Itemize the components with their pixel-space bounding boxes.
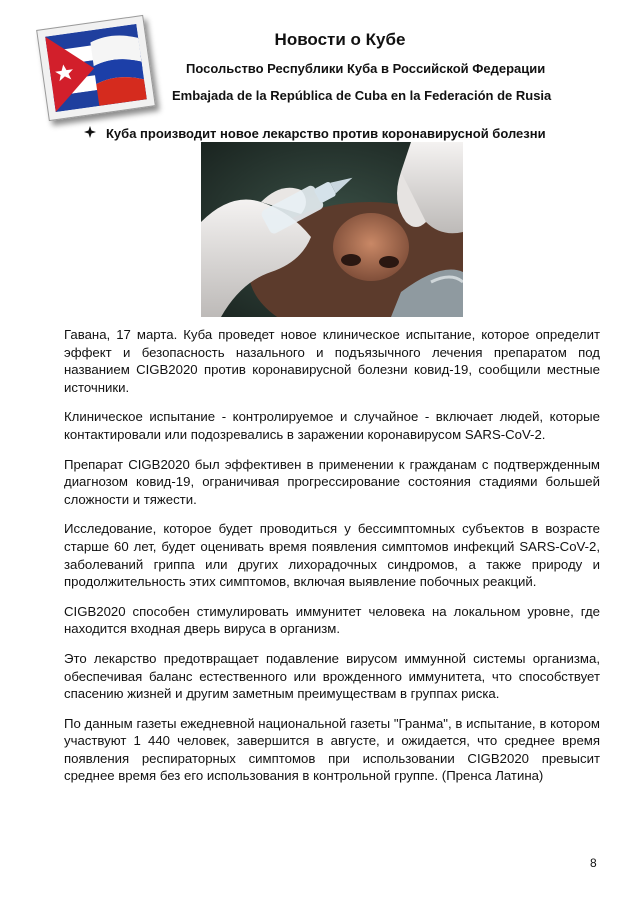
article-paragraph: CIGB2020 способен стимулировать иммунитет человека на локальном уровне, где находится входная дверь вируса в организм. [64,603,600,637]
nasal-drops-photo [201,142,463,317]
page-title: Новости о Кубе [274,30,406,49]
article-headline [84,126,546,141]
embassy-name-ru: Посольство Республики Куба в Российской Федерации [186,61,546,76]
embassy-name-es: Embajada de la República de Cuba en la Federación de Rusia [172,88,552,103]
article-paragraph: Препарат CIGB2020 был эффективен в применении к гражданам с подтвержденным диагнозом ковид-19, ограничивая прогрессирование состояния стадиями большей сложности и тяжести. [64,456,600,507]
article-paragraph: Гавана, 17 марта. Куба проведет новое клиническое испытание, которое определит эффект и безопасность назального и подъязычного лечения препаратом под названием CIGB2020 против коронавирусной болезни ковид-19, сообщили местные источники. [64,327,600,395]
article-paragraph: Исследование, которое будет проводиться у бессимптомных субъектов в возрасте старше 60 лет, будет оценивать время появления симптомов инфекций SARS-CoV-2, заболеваний гриппа или других лихорадочных синдромов, а также природу и продолжительность этих симптомов, включая выявление побочных реакций. [64,521,600,590]
page-number: 8 [590,856,597,870]
article-paragraph: Клиническое испытание - контролируемое и случайное - включает людей, которые контактировали или подозревались в заражении коронавирусом SARS-CoV-2. [64,409,600,442]
article-body [64,326,600,797]
article-paragraph: По данным газеты ежедневной национальной газеты "Гранма", в испытание, в котором участвуют 1 440 человек, завершится в августе, и ожидается, что среднее время появления респираторных симптомов при использовании CIGB2020 превысит среднее время без его использования в контрольной группе. (Пренса Латина) [64,715,600,784]
article-paragraph: Это лекарство предотвращает подавление вирусом иммунной системы организма, обеспечивая баланс естественного или врожденного иммунитета, что способствует спасению жизней и другим заметным преимуществам в группах риска. [64,650,600,702]
diamond-bullet-icon [84,126,106,141]
headline-text: Куба производит новое лекарство против коронавирусной болезни [106,126,546,141]
